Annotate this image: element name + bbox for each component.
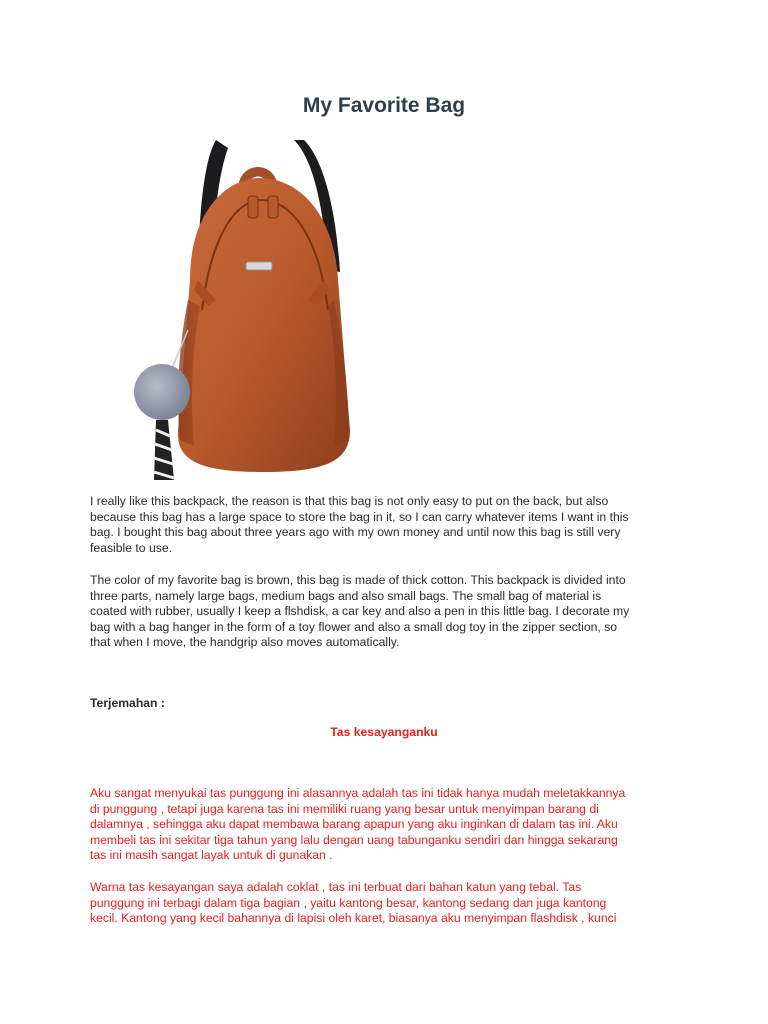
text-line: coated with rubber, usually I keep a flshdisk, a car key and also a pen in this little bag. I decorate my — [90, 604, 630, 619]
paragraph-translation-intro — [90, 786, 680, 864]
paragraph-description — [90, 573, 680, 651]
translation-label: Terjemahan : — [90, 696, 165, 710]
text-line: bag with a bag hanger in the form of a toy flower and also a small dog toy in the zipper section, so — [90, 619, 618, 634]
text-line: three parts, namely large bags, medium bags and also small bags. The small bag of material is — [90, 588, 602, 603]
text-line: tas ini masih sangat layak untuk di gunakan . — [90, 848, 333, 863]
text-line: kecil. Kantong yang kecil bahannya di lapisi oleh karet, biasanya aku menyimpan flashdisk , kunci — [90, 911, 617, 926]
text-line: punggung ini terbagi dalam tiga bagian , yaitu kantong besar, kantong sedang dan juga kantong — [90, 895, 607, 910]
text-line: Warna tas kesayangan saya adalah coklat , tas ini terbuat dari bahan katun yang tebal. Tas — [90, 880, 582, 894]
page-title: My Favorite Bag — [302, 94, 466, 117]
text-line: feasible to use. — [90, 540, 172, 555]
text-line: bag. I bought this bag about three years ago with my own money and until now this bag is still very — [90, 525, 621, 540]
text-line: membeli tas ini sekitar tiga tahun yang lalu dengan uang tabunganku sendiri dan hingga sekarang — [90, 832, 618, 847]
text-line: Aku sangat menyukai tas punggung ini alasannya adalah tas ini tidak hanya mudah meletakkannya — [90, 786, 626, 800]
translation-title: Tas kesayanganku — [330, 725, 438, 739]
paragraph-translation-description — [90, 880, 680, 927]
backpack-photo — [128, 130, 388, 482]
paragraph-intro — [90, 494, 680, 556]
text-line: that when I move, the handgrip also moves automatically. — [90, 635, 400, 650]
text-line: di punggung , tetapi juga karena tas ini memiliki ruang yang besar untuk menyimpan barang di — [90, 801, 599, 816]
text-line: The color of my favorite bag is brown, this bag is made of thick cotton. This backpack is divided into — [90, 573, 626, 587]
text-line: because this bag has a large space to store the bag in it, so I can carry whatever items I want in this — [90, 509, 629, 524]
text-line: dalamnya , sehingga aku dapat membawa barang apapun yang aku inginkan di dalam tas ini. Aku — [90, 817, 618, 832]
text-line: I really like this backpack, the reason is that this bag is not only easy to put on the back, but also — [90, 494, 609, 508]
